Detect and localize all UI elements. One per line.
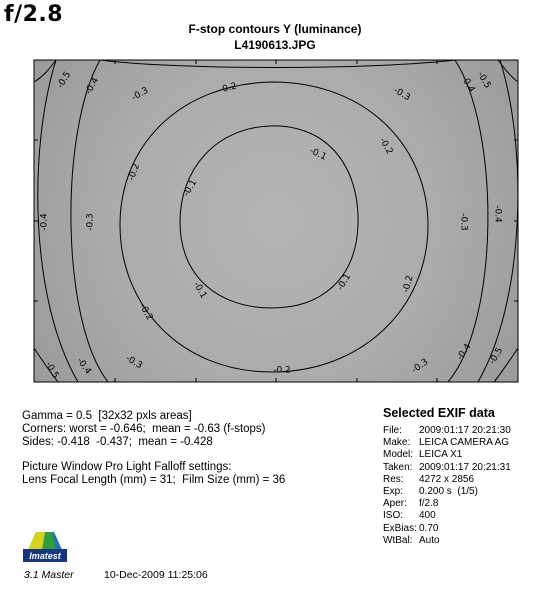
exif-value: 0.70	[419, 522, 439, 534]
settings-title: Picture Window Pro Light Falloff settings:	[22, 461, 232, 473]
exif-key: ExBias:	[383, 522, 417, 534]
exif-key: Exp:	[383, 485, 404, 497]
timestamp: 10-Dec-2009 11:25:06	[104, 569, 208, 581]
contour-label: -0.5	[474, 70, 493, 91]
contour-label: -0.3	[410, 357, 431, 376]
contour-label: -0.2	[218, 81, 238, 96]
exif-value: 2009:01:17 20:21:31	[419, 461, 511, 473]
exif-key: Aper:	[383, 498, 407, 510]
exif-value: f/2.8	[419, 498, 439, 510]
exif-key: ISO:	[383, 510, 404, 522]
imatest-logo	[22, 530, 68, 564]
falloff-stats	[22, 410, 285, 487]
exif-value: 2009:01:17 20:21:30	[419, 425, 511, 436]
exif-value: Auto	[419, 534, 440, 546]
chart-title: F-stop contours Y (luminance)	[188, 22, 362, 36]
exif-key: WtBal:	[383, 534, 413, 546]
contour-label: -0.3	[123, 353, 144, 372]
gamma-text: Gamma = 0.5 [32x32 pxls areas]	[22, 410, 192, 422]
contour-label: -0.4	[39, 213, 50, 231]
logo-text: Imatest	[29, 551, 61, 561]
contour-label: -0.2	[273, 365, 291, 376]
exif-value: LEICA CAMERA AG	[419, 437, 510, 449]
contour-label: -0.4	[455, 342, 474, 363]
exif-value: 4272 x 2856	[419, 473, 475, 485]
contour-label: -0.2	[376, 136, 395, 157]
contour-label: -0.2	[136, 302, 155, 323]
contour-label: -0.1	[181, 178, 200, 199]
contour-label: -0.1	[335, 272, 354, 293]
exif-key: Make:	[383, 437, 411, 449]
corners-text: Corners: worst = -0.646; mean = -0.63 (f-stops)	[22, 423, 266, 435]
contour-label: -0.4	[74, 356, 93, 377]
contour-label: -0.1	[307, 146, 328, 163]
exif-key: File:	[383, 425, 402, 436]
chart-filename: L4190613.JPG	[234, 38, 316, 52]
contour-label: -0.2	[401, 274, 416, 294]
contour-label: -0.3	[130, 85, 151, 104]
aperture-heading: f/2.8	[4, 2, 64, 27]
contour-label: -0.5	[42, 360, 61, 381]
contour-label: -0.3	[458, 213, 469, 231]
exif-key: Res:	[383, 473, 404, 485]
contour-label: -0.3	[391, 85, 412, 104]
version-text: 3.1 Master	[24, 569, 74, 581]
contour-label: -0.3	[85, 213, 96, 231]
sides-text: Sides: -0.418 -0.437; mean = -0.428	[22, 436, 213, 448]
contour-label: -0.1	[190, 280, 209, 301]
exif-value: 400	[419, 510, 436, 522]
exif-value: 0.200 s (1/5)	[419, 485, 478, 497]
contour-label: -0.4	[458, 74, 477, 95]
contour-label: -0.5	[55, 70, 74, 91]
exif-value: LEICA X1	[419, 449, 463, 461]
exif-key: Taken:	[383, 461, 413, 473]
exif-key: Model:	[383, 449, 414, 461]
contour-label: -0.5	[487, 346, 506, 367]
contour-label: -0.2	[126, 162, 143, 183]
settings-text: Lens Focal Length (mm) = 31; Film Size (mm) = 36	[22, 474, 286, 486]
exif-title: Selected EXIF data	[383, 406, 495, 420]
plot-area	[34, 60, 518, 382]
contour-label: -0.4	[83, 76, 102, 97]
contour-label: -0.4	[492, 205, 503, 223]
